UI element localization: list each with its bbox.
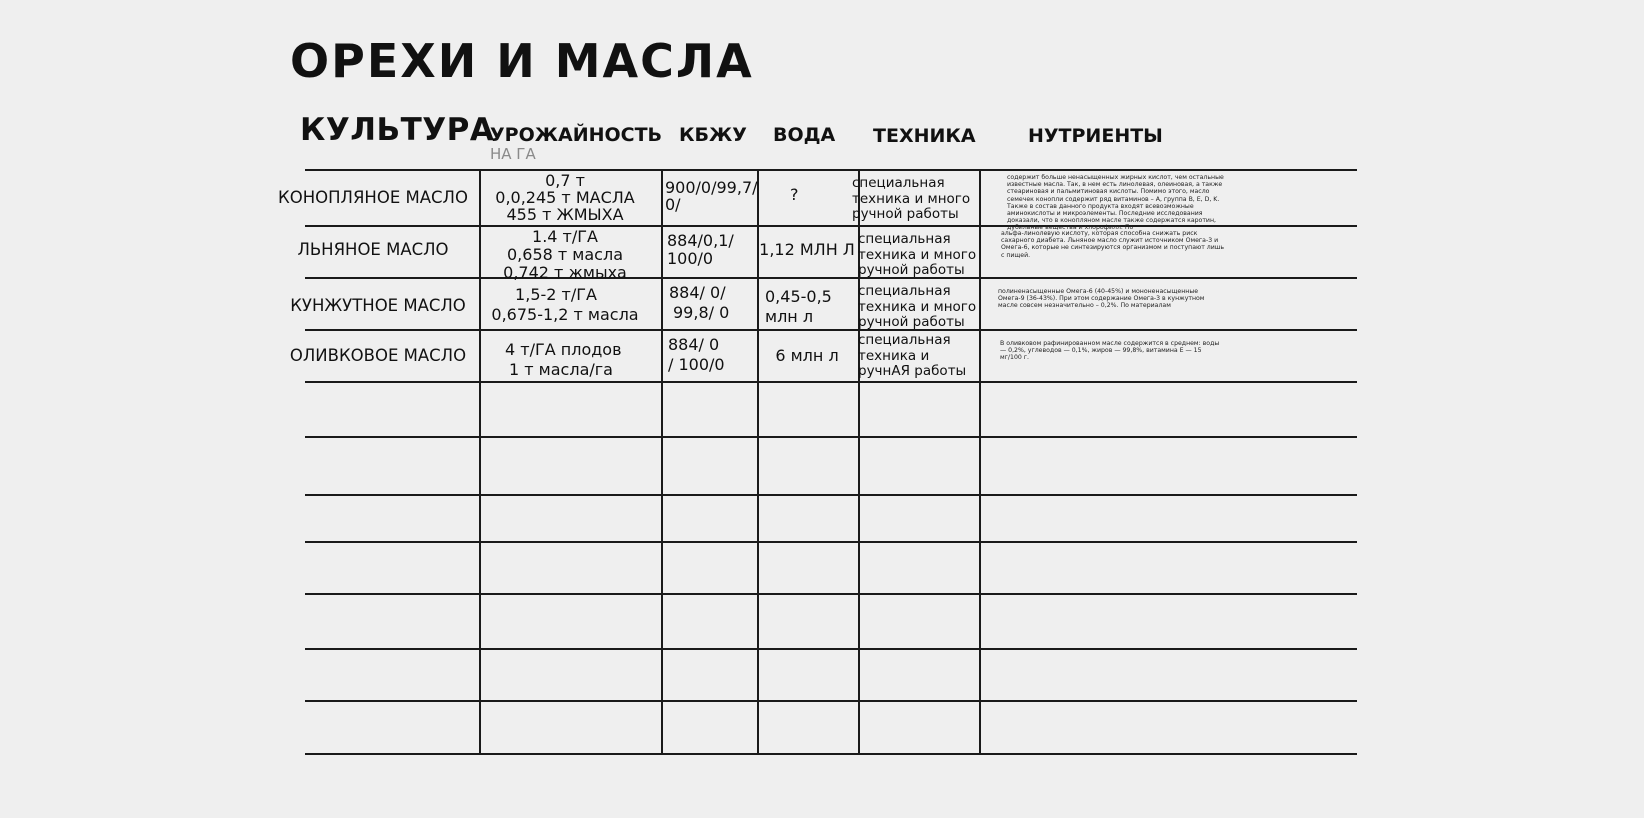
row-divider [305,593,1357,595]
water-cell: 1,12 МЛН Л [759,240,855,259]
row-divider [305,648,1357,650]
tech-cell: специальная техника и ручнАЯ работы [858,332,967,379]
tech-cell: специальная техника и много ручной работы [858,231,977,278]
row-divider [305,381,1357,383]
culture-name: КУНЖУТНОЕ МАСЛО [290,296,466,315]
nutrients-cell: содержит больше ненасыщенных жирных кислот, чем остальные известные масла. Так, в нем есть линолевая, олеиновая, а также стеариновая и пальмитиновая кислоты. Помимо этого, масло семечек конопли содержит ряд витаминов – А, группа B, E, D, K. Также в состав данного продукта входят всевозможные аминокислоты и микроэлементы. Последние исследования доказали, что в конопляном масле также содержатся каротин, дубильные вещества и хлорофилл. По [1007,174,1224,232]
column-divider [661,169,663,755]
yield-cell: 4 т/ГА плодов 1 т масла/га [505,340,622,379]
row-divider [305,169,1357,171]
header-culture: КУЛЬТУРА [300,112,495,148]
water-cell: ? [790,185,799,204]
tech-cell: специальная техника и много ручной работы [858,283,977,330]
water-cell: 6 млн л [775,346,839,365]
row-divider [305,753,1357,755]
kbju-cell: 900/0/99,7/ 0/ [665,178,758,214]
row-divider [305,329,1357,331]
kbju-cell: 884/0,1/ 100/0 [667,231,734,268]
row-divider [305,541,1357,543]
header-yield: УРОЖАЙНОСТЬ [490,124,663,146]
culture-name: КОНОПЛЯНОЕ МАСЛО [278,188,468,207]
header-water: ВОДА [773,124,836,146]
nutrients-cell: альфа-линолевую кислоту, которая способна снижать риск сахарного диабета. Льняное масло служит источником Омега-3 и Омега-6, которые не синтезируются организмом и поступают лишь с пищей. [1001,230,1225,259]
tech-cell: специальная техника и много ручной работы [852,175,971,222]
column-divider [979,169,981,755]
yield-cell: 0,7 т 0,0,245 т МАСЛА 455 т ЖМЫХА [495,171,635,224]
header-nutrients: НУТРИЕНТЫ [1028,125,1163,147]
yield-cell: 1.4 т/ГА 0,658 т масла 0,742 т жмыха [503,227,627,282]
page-title: ОРЕХИ И МАСЛА [290,34,754,88]
culture-name: ОЛИВКОВОЕ МАСЛО [289,346,467,365]
header-yield-subtitle: НА ГА [490,145,536,163]
header-tech: ТЕХНИКА [873,125,976,147]
row-divider [305,700,1357,702]
nutrients-cell: полиненасыщенные Омега-6 (40-45%) и мононенасыщенные Омега-9 (36-43%). При этом содержание Омега-3 в кунжутном масле совсем незначительно – 0,2%. По материалам [998,288,1205,310]
culture-name: ЛЬНЯНОЕ МАСЛО [297,240,449,259]
row-divider [305,436,1357,438]
kbju-cell: 884/ 0/ 99,8/ 0 [669,283,730,322]
water-cell: 0,45-0,5 млн л [765,287,832,326]
row-divider [305,277,1357,279]
kbju-cell: 884/ 0 / 100/0 [668,335,725,374]
row-divider [305,494,1357,496]
header-kbju: КБЖУ [679,124,747,146]
nutrients-cell: В оливковом рафинированном масле содержится в среднем: воды — 0,2%, углеводов — 0,1%, жиров — 99,8%, витамина Е — 15 мг/100 г. [1000,340,1220,362]
yield-cell: 1,5-2 т/ГА 0,675-1,2 т масла [491,285,639,324]
